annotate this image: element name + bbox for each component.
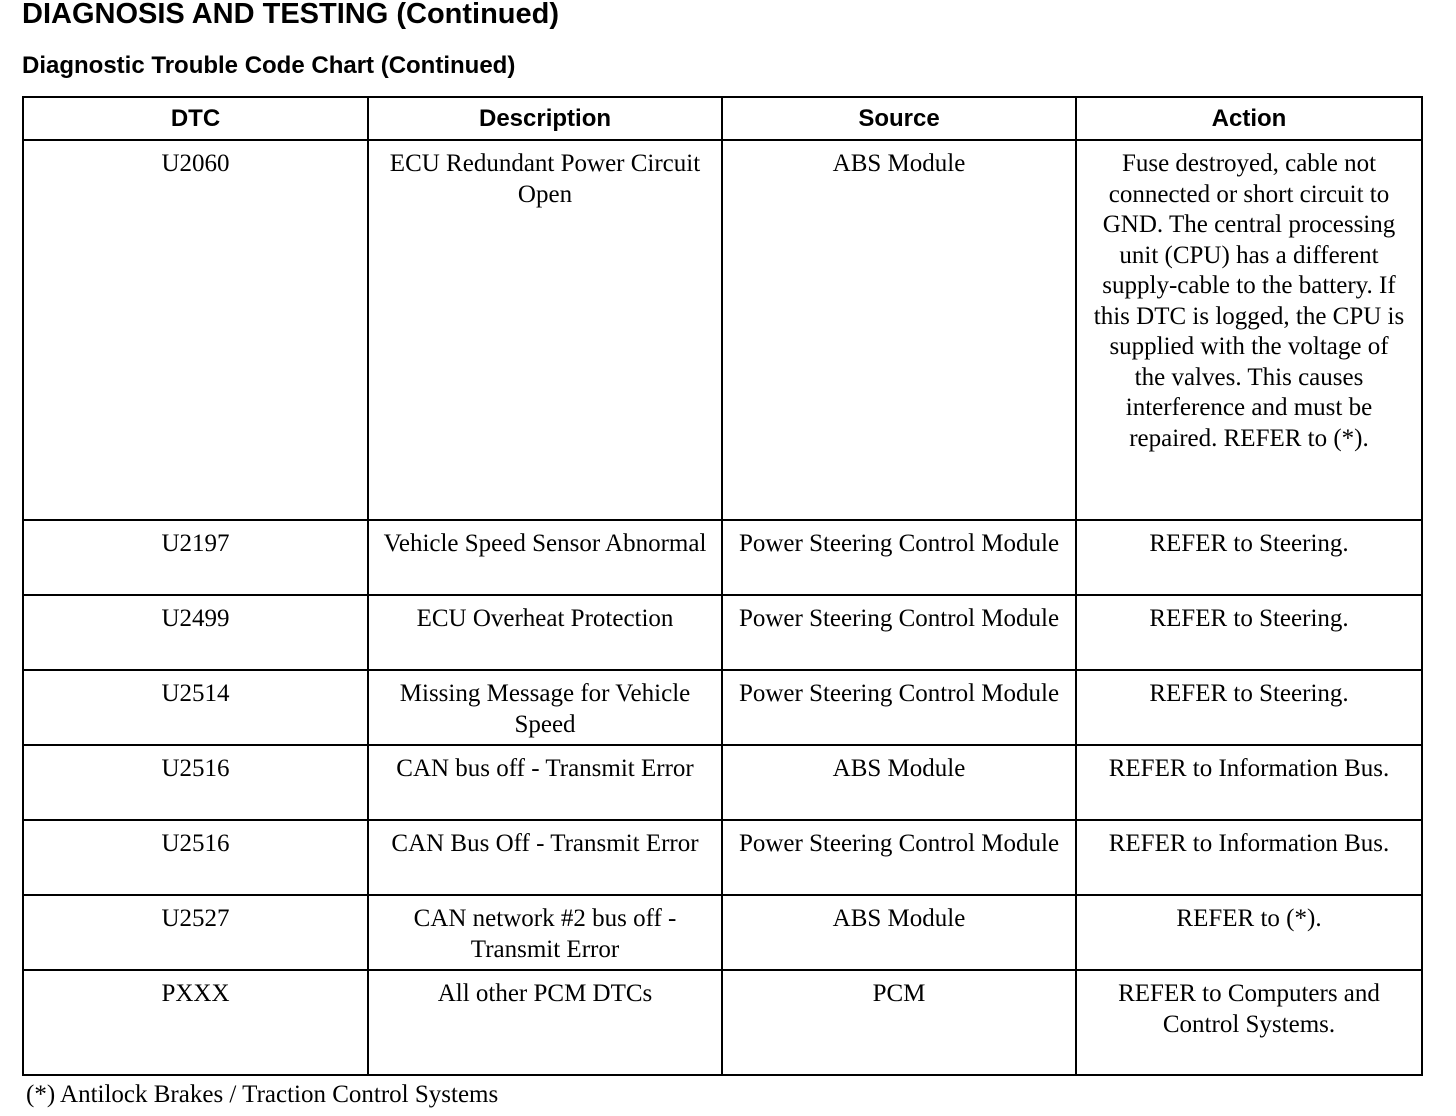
- description-cell: [368, 520, 722, 595]
- description-cell: [368, 595, 722, 670]
- description-text: ECU Overheat Protection: [416, 605, 674, 632]
- dtc-cell: [23, 670, 368, 745]
- action-cell: [1076, 970, 1422, 1075]
- action-text: Fuse destroyed, cable not connected or short circuit to GND. The central processing unit (CPU) has a different supply-cable to the battery. If this DTC is logged, the CPU is supplied with the voltage of the valves. This causes interference and must be repaired. REFER to (*).: [1093, 150, 1405, 452]
- action-text: REFER to Information Bus.: [1108, 755, 1390, 782]
- dtc-cell: [23, 140, 368, 520]
- action-cell: [1076, 520, 1422, 595]
- source-text: ABS Module: [832, 905, 966, 932]
- source-text: Power Steering Control Module: [738, 680, 1060, 707]
- description-text: CAN network #2 bus off - Transmit Error: [413, 905, 677, 963]
- description-text: Missing Message for Vehicle Speed: [399, 680, 691, 738]
- dtc-cell: [23, 595, 368, 670]
- dtc-cell: [23, 895, 368, 970]
- action-text: REFER to Steering.: [1149, 530, 1349, 557]
- description-cell: [368, 820, 722, 895]
- source-cell: [722, 970, 1076, 1075]
- description-text: CAN bus off - Transmit Error: [396, 755, 694, 782]
- table-row: [23, 970, 1422, 1075]
- dtc-code: U2060: [161, 150, 230, 177]
- table-header-row: [23, 97, 1422, 140]
- source-cell: [722, 820, 1076, 895]
- source-text: ABS Module: [832, 755, 966, 782]
- action-cell: [1076, 820, 1422, 895]
- source-text: ABS Module: [832, 150, 966, 177]
- column-header-dtc: DTC: [23, 97, 368, 140]
- dtc-cell: [23, 820, 368, 895]
- dtc-cell: [23, 970, 368, 1075]
- column-header-description: Description: [368, 97, 722, 140]
- source-cell: [722, 520, 1076, 595]
- description-cell: [368, 140, 722, 520]
- footnote: (*) Antilock Brakes / Traction Control Systems: [26, 1081, 499, 1108]
- action-text: REFER to Steering.: [1149, 680, 1349, 707]
- dtc-code: U2516: [161, 755, 230, 782]
- page-heading: DIAGNOSIS AND TESTING (Continued): [22, 0, 560, 30]
- description-cell: [368, 670, 722, 745]
- dtc-code: U2527: [161, 905, 230, 932]
- description-cell: [368, 745, 722, 820]
- action-cell: [1076, 895, 1422, 970]
- dtc-code: U2197: [161, 530, 230, 557]
- source-cell: [722, 595, 1076, 670]
- dtc-code: U2516: [161, 830, 230, 857]
- description-text: CAN Bus Off - Transmit Error: [391, 830, 699, 857]
- column-header-source: Source: [722, 97, 1076, 140]
- action-cell: [1076, 140, 1422, 520]
- action-text: REFER to Information Bus.: [1108, 830, 1390, 857]
- source-text: Power Steering Control Module: [738, 605, 1060, 632]
- table-row: [23, 820, 1422, 895]
- dtc-chart-table: [22, 96, 1423, 1076]
- source-text: Power Steering Control Module: [738, 830, 1060, 857]
- source-cell: [722, 140, 1076, 520]
- table-row: [23, 670, 1422, 745]
- table-row: [23, 595, 1422, 670]
- description-cell: [368, 970, 722, 1075]
- source-cell: [722, 745, 1076, 820]
- dtc-code: U2499: [161, 605, 230, 632]
- description-cell: [368, 895, 722, 970]
- action-cell: [1076, 745, 1422, 820]
- description-text: Vehicle Speed Sensor Abnormal: [383, 530, 707, 557]
- column-header-action: Action: [1076, 97, 1422, 140]
- action-cell: [1076, 670, 1422, 745]
- dtc-cell: [23, 520, 368, 595]
- source-cell: [722, 895, 1076, 970]
- table-row: [23, 140, 1422, 520]
- table-row: [23, 520, 1422, 595]
- table-row: [23, 745, 1422, 820]
- table-row: [23, 895, 1422, 970]
- chart-title: Diagnostic Trouble Code Chart (Continued): [22, 52, 516, 79]
- source-text: Power Steering Control Module: [738, 530, 1060, 557]
- action-text: REFER to Computers and Control Systems.: [1118, 980, 1380, 1038]
- source-text: PCM: [872, 980, 926, 1007]
- dtc-code: U2514: [161, 680, 230, 707]
- action-text: REFER to (*).: [1176, 905, 1322, 932]
- dtc-cell: [23, 745, 368, 820]
- source-cell: [722, 670, 1076, 745]
- dtc-code: PXXX: [161, 980, 230, 1007]
- action-cell: [1076, 595, 1422, 670]
- description-text: All other PCM DTCs: [437, 980, 653, 1007]
- description-text: ECU Redundant Power Circuit Open: [389, 150, 701, 208]
- action-text: REFER to Steering.: [1149, 605, 1349, 632]
